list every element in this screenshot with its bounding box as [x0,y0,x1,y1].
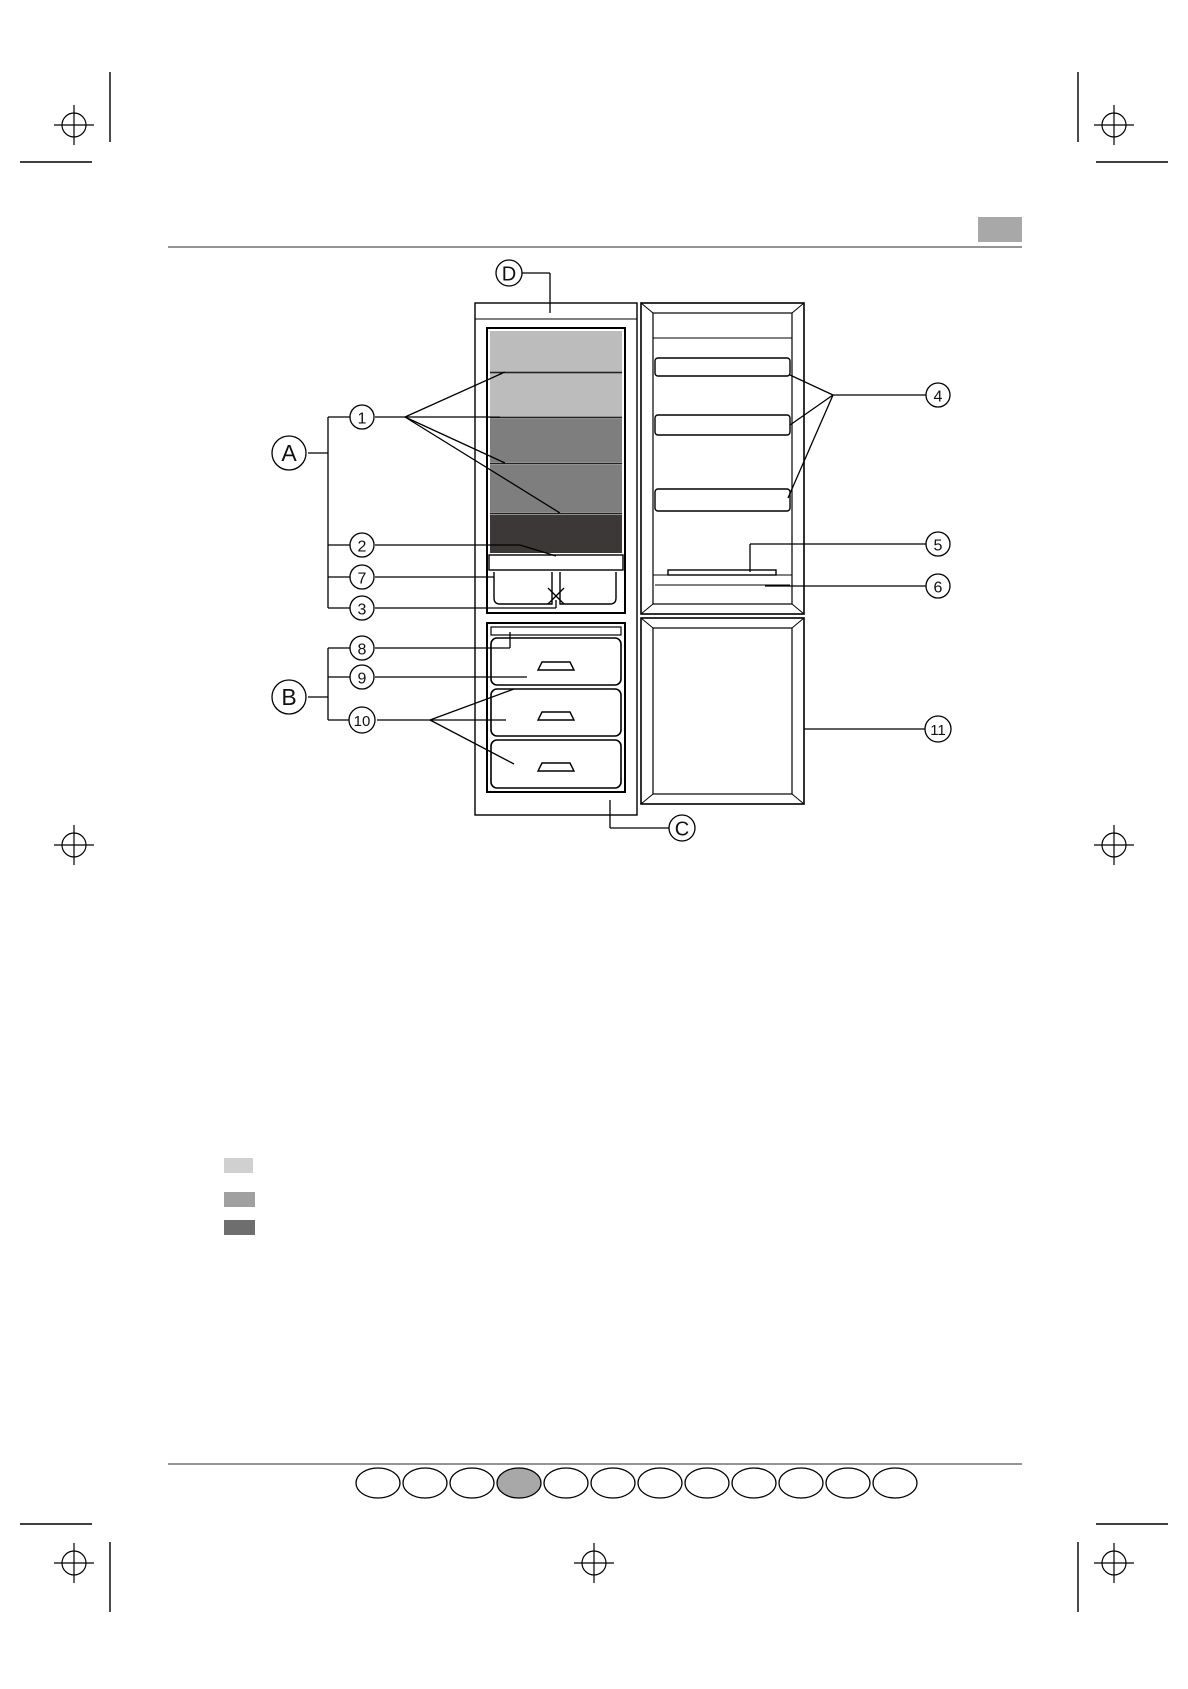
callout-label: 8 [357,641,367,659]
drawer-handle-icon [538,712,574,720]
callout-2 [350,533,374,557]
drawer-handle-icon [538,662,574,670]
zone-upper [490,374,622,416]
zone-middle [490,465,622,512]
registration-mark-icon [54,1543,94,1583]
language-tab[interactable] [591,1468,635,1498]
callout-label: 6 [933,579,943,597]
language-tab[interactable] [779,1468,823,1498]
language-tab-active[interactable] [497,1468,541,1498]
callout-label: 5 [933,537,943,555]
legend-swatch [224,1192,255,1207]
zone-coldest [490,515,622,553]
language-selector [356,1468,917,1498]
registration-mark-icon [574,1543,614,1583]
fridge-door [641,303,804,614]
crisper-drawer [560,572,616,604]
language-tab[interactable] [685,1468,729,1498]
callout-11 [925,716,951,742]
language-tab[interactable] [732,1468,776,1498]
registration-mark-icon [54,105,94,145]
language-tab[interactable] [403,1468,447,1498]
callout-label: C [674,818,690,841]
temperature-legend [224,1158,255,1235]
legend-swatch [224,1220,255,1235]
callout-label: A [281,440,297,466]
door-balcony [655,358,790,376]
language-tab[interactable] [356,1468,400,1498]
callout-A [272,436,306,470]
callout-8 [350,636,374,660]
callout-9 [350,665,374,689]
registration-mark-icon [1094,825,1134,865]
drawer-handle-icon [538,763,574,771]
crisper-cover-shelf [489,555,623,570]
callout-label: 7 [357,570,367,588]
registration-mark-icon [1094,105,1134,145]
callout-4 [926,383,950,407]
callout-B [272,680,306,714]
header-language-tab [978,217,1022,242]
callout-label: 9 [357,670,367,688]
zone-middle [490,419,622,462]
callout-5 [926,532,950,556]
callout-3 [350,596,374,620]
bottle-retainer [668,570,776,575]
callout-7 [350,565,374,589]
callout-label: D [501,263,517,286]
registration-mark-icon [1094,1543,1134,1583]
callout-10 [349,707,375,733]
callout-label: 3 [357,601,367,619]
callout-label: 2 [357,538,367,556]
language-tab[interactable] [450,1468,494,1498]
language-tab[interactable] [544,1468,588,1498]
callout-label: 11 [930,722,946,739]
callout-label: 1 [357,410,367,428]
freezer-door [641,618,804,804]
callout-C [669,815,695,841]
callout-D [496,260,522,286]
callout-label: 4 [933,388,943,406]
callout-label: B [281,684,297,710]
crisper-drawer [494,572,552,604]
language-tab[interactable] [826,1468,870,1498]
callout-6 [926,574,950,598]
registration-mark-icon [54,825,94,865]
callout-1 [350,405,374,429]
fridge-shelves [489,331,623,604]
door-balcony [655,489,790,511]
door-balcony [655,415,790,435]
callout-label: 10 [353,713,371,730]
legend-swatch [224,1158,253,1173]
language-tab[interactable] [638,1468,682,1498]
language-tab[interactable] [873,1468,917,1498]
zone-upper [490,331,622,371]
